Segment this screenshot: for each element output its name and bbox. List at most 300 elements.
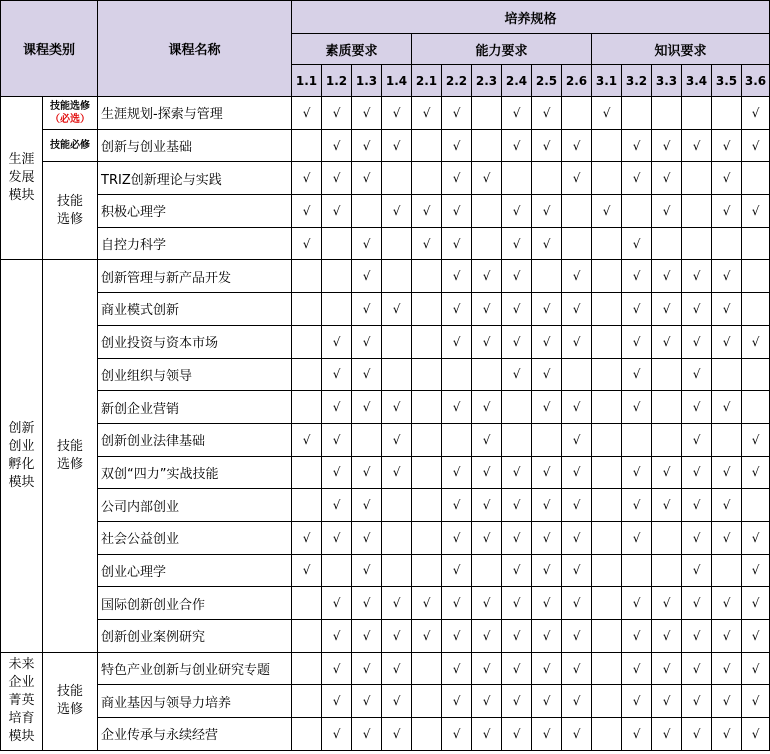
empty-cell <box>592 129 622 162</box>
code-header: 3.6 <box>742 65 770 97</box>
code-header: 3.2 <box>622 65 652 97</box>
check-mark-cell: √ <box>622 521 652 554</box>
table-row <box>1 325 770 358</box>
check-mark-cell: √ <box>352 554 382 587</box>
check-mark-cell: √ <box>622 227 652 260</box>
check-mark-cell: √ <box>322 195 352 228</box>
check-mark-cell: √ <box>442 325 472 358</box>
empty-cell <box>412 718 442 751</box>
course-name-cell: 双创“四力”实战技能 <box>98 456 292 489</box>
empty-cell <box>412 456 442 489</box>
code-header: 2.4 <box>502 65 532 97</box>
empty-cell <box>742 293 770 326</box>
empty-cell <box>322 554 352 587</box>
empty-cell <box>742 227 770 260</box>
check-mark-cell: √ <box>622 358 652 391</box>
table-row <box>1 489 770 522</box>
check-mark-cell: √ <box>322 391 352 424</box>
check-mark-cell: √ <box>412 620 442 653</box>
empty-cell <box>472 227 502 260</box>
check-mark-cell: √ <box>712 489 742 522</box>
empty-cell <box>592 554 622 587</box>
check-mark-cell: √ <box>682 456 712 489</box>
course-type-label: 技能 选修 <box>43 162 98 260</box>
empty-cell <box>652 97 682 130</box>
check-mark-cell: √ <box>442 293 472 326</box>
check-mark-cell: √ <box>322 489 352 522</box>
code-header: 3.4 <box>682 65 712 97</box>
empty-cell <box>292 358 322 391</box>
check-mark-cell: √ <box>562 685 592 718</box>
empty-cell <box>502 423 532 456</box>
check-mark-cell: √ <box>442 652 472 685</box>
code-header: 2.5 <box>532 65 562 97</box>
check-mark-cell: √ <box>502 620 532 653</box>
check-mark-cell: √ <box>472 162 502 195</box>
course-name-cell: 特色产业创新与创业研究专题 <box>98 652 292 685</box>
check-mark-cell: √ <box>442 554 472 587</box>
check-mark-cell: √ <box>352 391 382 424</box>
check-mark-cell: √ <box>502 652 532 685</box>
check-mark-cell: √ <box>742 423 770 456</box>
check-mark-cell: √ <box>742 521 770 554</box>
empty-cell <box>742 391 770 424</box>
code-header: 1.3 <box>352 65 382 97</box>
check-mark-cell: √ <box>682 129 712 162</box>
check-mark-cell: √ <box>322 456 352 489</box>
empty-cell <box>592 620 622 653</box>
check-mark-cell: √ <box>532 293 562 326</box>
check-mark-cell: √ <box>442 260 472 293</box>
check-mark-cell: √ <box>682 358 712 391</box>
check-mark-cell: √ <box>562 620 592 653</box>
empty-cell <box>292 325 322 358</box>
check-mark-cell: √ <box>712 685 742 718</box>
check-mark-cell: √ <box>712 718 742 751</box>
module-label: 未来 企业 菁英 培育 模块 <box>1 652 43 750</box>
check-mark-cell: √ <box>622 587 652 620</box>
check-mark-cell: √ <box>442 456 472 489</box>
check-mark-cell: √ <box>712 195 742 228</box>
course-name-cell: 创新与创业基础 <box>98 129 292 162</box>
table-row <box>1 162 770 195</box>
check-mark-cell: √ <box>652 129 682 162</box>
check-mark-cell: √ <box>382 391 412 424</box>
course-type-label: 技能 选修 <box>43 260 98 652</box>
check-mark-cell: √ <box>652 162 682 195</box>
empty-cell <box>352 423 382 456</box>
check-mark-cell: √ <box>322 129 352 162</box>
check-mark-cell: √ <box>442 685 472 718</box>
check-mark-cell: √ <box>412 97 442 130</box>
empty-cell <box>292 456 322 489</box>
table-row <box>1 554 770 587</box>
empty-cell <box>352 195 382 228</box>
check-mark-cell: √ <box>442 587 472 620</box>
check-mark-cell: √ <box>382 423 412 456</box>
check-mark-cell: √ <box>532 456 562 489</box>
check-mark-cell: √ <box>682 620 712 653</box>
code-header: 1.4 <box>382 65 412 97</box>
check-mark-cell: √ <box>502 587 532 620</box>
check-mark-cell: √ <box>352 97 382 130</box>
check-mark-cell: √ <box>322 423 352 456</box>
check-mark-cell: √ <box>502 97 532 130</box>
check-mark-cell: √ <box>562 718 592 751</box>
empty-cell <box>622 554 652 587</box>
check-mark-cell: √ <box>382 587 412 620</box>
check-mark-cell: √ <box>322 358 352 391</box>
empty-cell <box>412 652 442 685</box>
check-mark-cell: √ <box>622 325 652 358</box>
empty-cell <box>472 358 502 391</box>
check-mark-cell: √ <box>622 162 652 195</box>
course-name-cell: 创新创业案例研究 <box>98 620 292 653</box>
check-mark-cell: √ <box>742 456 770 489</box>
empty-cell <box>532 423 562 456</box>
check-mark-cell: √ <box>652 620 682 653</box>
course-name-cell: 生涯规划-探索与管理 <box>98 97 292 130</box>
empty-cell <box>592 293 622 326</box>
empty-cell <box>382 325 412 358</box>
empty-cell <box>412 260 442 293</box>
check-mark-cell: √ <box>622 293 652 326</box>
empty-cell <box>322 260 352 293</box>
check-mark-cell: √ <box>712 521 742 554</box>
empty-cell <box>592 587 622 620</box>
check-mark-cell: √ <box>652 260 682 293</box>
empty-cell <box>622 195 652 228</box>
check-mark-cell: √ <box>532 97 562 130</box>
check-mark-cell: √ <box>322 652 352 685</box>
mandatory-note: （必选） <box>50 113 90 125</box>
check-mark-cell: √ <box>652 489 682 522</box>
empty-cell <box>652 423 682 456</box>
check-mark-cell: √ <box>532 195 562 228</box>
code-header: 3.5 <box>712 65 742 97</box>
check-mark-cell: √ <box>652 587 682 620</box>
empty-cell <box>742 489 770 522</box>
check-mark-cell: √ <box>652 195 682 228</box>
empty-cell <box>322 293 352 326</box>
category-header: 课程类别 <box>1 1 98 97</box>
empty-cell <box>472 129 502 162</box>
check-mark-cell: √ <box>322 521 352 554</box>
check-mark-cell: √ <box>502 489 532 522</box>
check-mark-cell: √ <box>442 718 472 751</box>
check-mark-cell: √ <box>322 587 352 620</box>
empty-cell <box>712 358 742 391</box>
check-mark-cell: √ <box>742 129 770 162</box>
check-mark-cell: √ <box>682 293 712 326</box>
check-mark-cell: √ <box>532 718 562 751</box>
check-mark-cell: √ <box>502 227 532 260</box>
check-mark-cell: √ <box>742 554 770 587</box>
check-mark-cell: √ <box>472 391 502 424</box>
check-mark-cell: √ <box>532 489 562 522</box>
check-mark-cell: √ <box>682 652 712 685</box>
empty-cell <box>382 489 412 522</box>
check-mark-cell: √ <box>682 489 712 522</box>
empty-cell <box>292 620 322 653</box>
check-mark-cell: √ <box>562 423 592 456</box>
check-mark-cell: √ <box>412 587 442 620</box>
check-mark-cell: √ <box>622 489 652 522</box>
empty-cell <box>292 293 322 326</box>
check-mark-cell: √ <box>622 391 652 424</box>
empty-cell <box>592 227 622 260</box>
check-mark-cell: √ <box>742 195 770 228</box>
empty-cell <box>292 685 322 718</box>
empty-cell <box>322 227 352 260</box>
check-mark-cell: √ <box>472 521 502 554</box>
check-mark-cell: √ <box>352 652 382 685</box>
check-mark-cell: √ <box>352 718 382 751</box>
table-row <box>1 97 770 130</box>
table-row <box>1 456 770 489</box>
empty-cell <box>412 521 442 554</box>
empty-cell <box>412 489 442 522</box>
check-mark-cell: √ <box>682 521 712 554</box>
check-mark-cell: √ <box>292 97 322 130</box>
check-mark-cell: √ <box>562 587 592 620</box>
empty-cell <box>412 293 442 326</box>
course-name-cell: 创新管理与新产品开发 <box>98 260 292 293</box>
check-mark-cell: √ <box>442 227 472 260</box>
module-label: 创新 创业 孵化 模块 <box>1 260 43 652</box>
check-mark-cell: √ <box>742 652 770 685</box>
empty-cell <box>292 718 322 751</box>
check-mark-cell: √ <box>712 129 742 162</box>
empty-cell <box>682 227 712 260</box>
empty-cell <box>592 391 622 424</box>
check-mark-cell: √ <box>682 587 712 620</box>
quality-requirements-header: 素质要求 <box>292 34 412 65</box>
check-mark-cell: √ <box>442 195 472 228</box>
check-mark-cell: √ <box>382 97 412 130</box>
table-row <box>1 129 770 162</box>
check-mark-cell: √ <box>532 325 562 358</box>
check-mark-cell: √ <box>742 587 770 620</box>
course-name-cell: 积极心理学 <box>98 195 292 228</box>
check-mark-cell: √ <box>532 685 562 718</box>
check-mark-cell: √ <box>592 195 622 228</box>
empty-cell <box>412 129 442 162</box>
empty-cell <box>562 195 592 228</box>
check-mark-cell: √ <box>682 718 712 751</box>
check-mark-cell: √ <box>442 129 472 162</box>
check-mark-cell: √ <box>682 685 712 718</box>
empty-cell <box>742 260 770 293</box>
code-header: 2.1 <box>412 65 442 97</box>
empty-cell <box>652 554 682 587</box>
check-mark-cell: √ <box>562 521 592 554</box>
check-mark-cell: √ <box>472 325 502 358</box>
check-mark-cell: √ <box>382 456 412 489</box>
empty-cell <box>592 456 622 489</box>
empty-cell <box>592 489 622 522</box>
matrix-body <box>1 97 770 751</box>
table-row <box>1 227 770 260</box>
check-mark-cell: √ <box>292 195 322 228</box>
check-mark-cell: √ <box>322 685 352 718</box>
spec-header: 培养规格 <box>292 1 770 34</box>
course-type-label: 技能选修 （必选） <box>43 97 98 130</box>
empty-cell <box>562 97 592 130</box>
course-type-label: 技能 选修 <box>43 652 98 750</box>
check-mark-cell: √ <box>532 129 562 162</box>
course-name-cell: 新创企业营销 <box>98 391 292 424</box>
check-mark-cell: √ <box>382 718 412 751</box>
check-mark-cell: √ <box>502 685 532 718</box>
empty-cell <box>592 718 622 751</box>
course-name-header: 课程名称 <box>98 1 292 97</box>
empty-cell <box>442 423 472 456</box>
code-header: 2.2 <box>442 65 472 97</box>
check-mark-cell: √ <box>442 162 472 195</box>
check-mark-cell: √ <box>682 325 712 358</box>
check-mark-cell: √ <box>472 652 502 685</box>
empty-cell <box>502 391 532 424</box>
empty-cell <box>682 162 712 195</box>
check-mark-cell: √ <box>712 391 742 424</box>
check-mark-cell: √ <box>712 293 742 326</box>
check-mark-cell: √ <box>562 554 592 587</box>
check-mark-cell: √ <box>532 358 562 391</box>
empty-cell <box>412 423 442 456</box>
check-mark-cell: √ <box>652 718 682 751</box>
empty-cell <box>592 358 622 391</box>
check-mark-cell: √ <box>502 358 532 391</box>
check-mark-cell: √ <box>622 260 652 293</box>
check-mark-cell: √ <box>652 685 682 718</box>
empty-cell <box>412 391 442 424</box>
empty-cell <box>412 162 442 195</box>
check-mark-cell: √ <box>472 423 502 456</box>
check-mark-cell: √ <box>712 620 742 653</box>
course-name-cell: 商业模式创新 <box>98 293 292 326</box>
check-mark-cell: √ <box>532 554 562 587</box>
check-mark-cell: √ <box>712 325 742 358</box>
check-mark-cell: √ <box>502 521 532 554</box>
empty-cell <box>502 162 532 195</box>
empty-cell <box>712 97 742 130</box>
empty-cell <box>592 685 622 718</box>
check-mark-cell: √ <box>292 162 322 195</box>
check-mark-cell: √ <box>382 685 412 718</box>
course-name-cell: 社会公益创业 <box>98 521 292 554</box>
check-mark-cell: √ <box>472 456 502 489</box>
check-mark-cell: √ <box>562 129 592 162</box>
empty-cell <box>382 162 412 195</box>
empty-cell <box>532 162 562 195</box>
course-name-cell: 创新创业法律基础 <box>98 423 292 456</box>
check-mark-cell: √ <box>562 162 592 195</box>
empty-cell <box>412 685 442 718</box>
check-mark-cell: √ <box>352 587 382 620</box>
check-mark-cell: √ <box>712 652 742 685</box>
check-mark-cell: √ <box>712 260 742 293</box>
table-row <box>1 423 770 456</box>
empty-cell <box>292 129 322 162</box>
check-mark-cell: √ <box>472 260 502 293</box>
empty-cell <box>562 358 592 391</box>
table-row <box>1 587 770 620</box>
check-mark-cell: √ <box>682 260 712 293</box>
table-row <box>1 620 770 653</box>
check-mark-cell: √ <box>682 423 712 456</box>
check-mark-cell: √ <box>352 489 382 522</box>
check-mark-cell: √ <box>442 489 472 522</box>
empty-cell <box>742 162 770 195</box>
check-mark-cell: √ <box>592 97 622 130</box>
empty-cell <box>382 521 412 554</box>
check-mark-cell: √ <box>472 587 502 620</box>
knowledge-requirements-header: 知识要求 <box>592 34 770 65</box>
check-mark-cell: √ <box>532 652 562 685</box>
check-mark-cell: √ <box>562 260 592 293</box>
code-header: 2.3 <box>472 65 502 97</box>
code-header: 3.1 <box>592 65 622 97</box>
check-mark-cell: √ <box>472 718 502 751</box>
check-mark-cell: √ <box>532 391 562 424</box>
table-row <box>1 718 770 751</box>
check-mark-cell: √ <box>292 227 322 260</box>
empty-cell <box>472 97 502 130</box>
check-mark-cell: √ <box>742 685 770 718</box>
empty-cell <box>742 358 770 391</box>
empty-cell <box>292 391 322 424</box>
check-mark-cell: √ <box>292 521 322 554</box>
check-mark-cell: √ <box>622 718 652 751</box>
check-mark-cell: √ <box>562 325 592 358</box>
table-row <box>1 293 770 326</box>
check-mark-cell: √ <box>652 456 682 489</box>
check-mark-cell: √ <box>622 129 652 162</box>
course-name-cell: 企业传承与永续经营 <box>98 718 292 751</box>
check-mark-cell: √ <box>442 97 472 130</box>
empty-cell <box>562 227 592 260</box>
check-mark-cell: √ <box>352 620 382 653</box>
check-mark-cell: √ <box>622 456 652 489</box>
empty-cell <box>382 227 412 260</box>
empty-cell <box>472 554 502 587</box>
check-mark-cell: √ <box>652 652 682 685</box>
empty-cell <box>592 260 622 293</box>
check-mark-cell: √ <box>442 521 472 554</box>
check-mark-cell: √ <box>622 620 652 653</box>
check-mark-cell: √ <box>472 489 502 522</box>
empty-cell <box>652 358 682 391</box>
check-mark-cell: √ <box>322 97 352 130</box>
check-mark-cell: √ <box>712 162 742 195</box>
check-mark-cell: √ <box>532 587 562 620</box>
check-mark-cell: √ <box>382 652 412 685</box>
check-mark-cell: √ <box>352 521 382 554</box>
check-mark-cell: √ <box>352 227 382 260</box>
table-row <box>1 391 770 424</box>
empty-cell <box>382 358 412 391</box>
table-row <box>1 652 770 685</box>
check-mark-cell: √ <box>352 162 382 195</box>
empty-cell <box>592 162 622 195</box>
check-mark-cell: √ <box>502 718 532 751</box>
check-mark-cell: √ <box>742 620 770 653</box>
check-mark-cell: √ <box>442 620 472 653</box>
check-mark-cell: √ <box>562 652 592 685</box>
check-mark-cell: √ <box>682 554 712 587</box>
course-name-cell: 商业基因与领导力培养 <box>98 685 292 718</box>
